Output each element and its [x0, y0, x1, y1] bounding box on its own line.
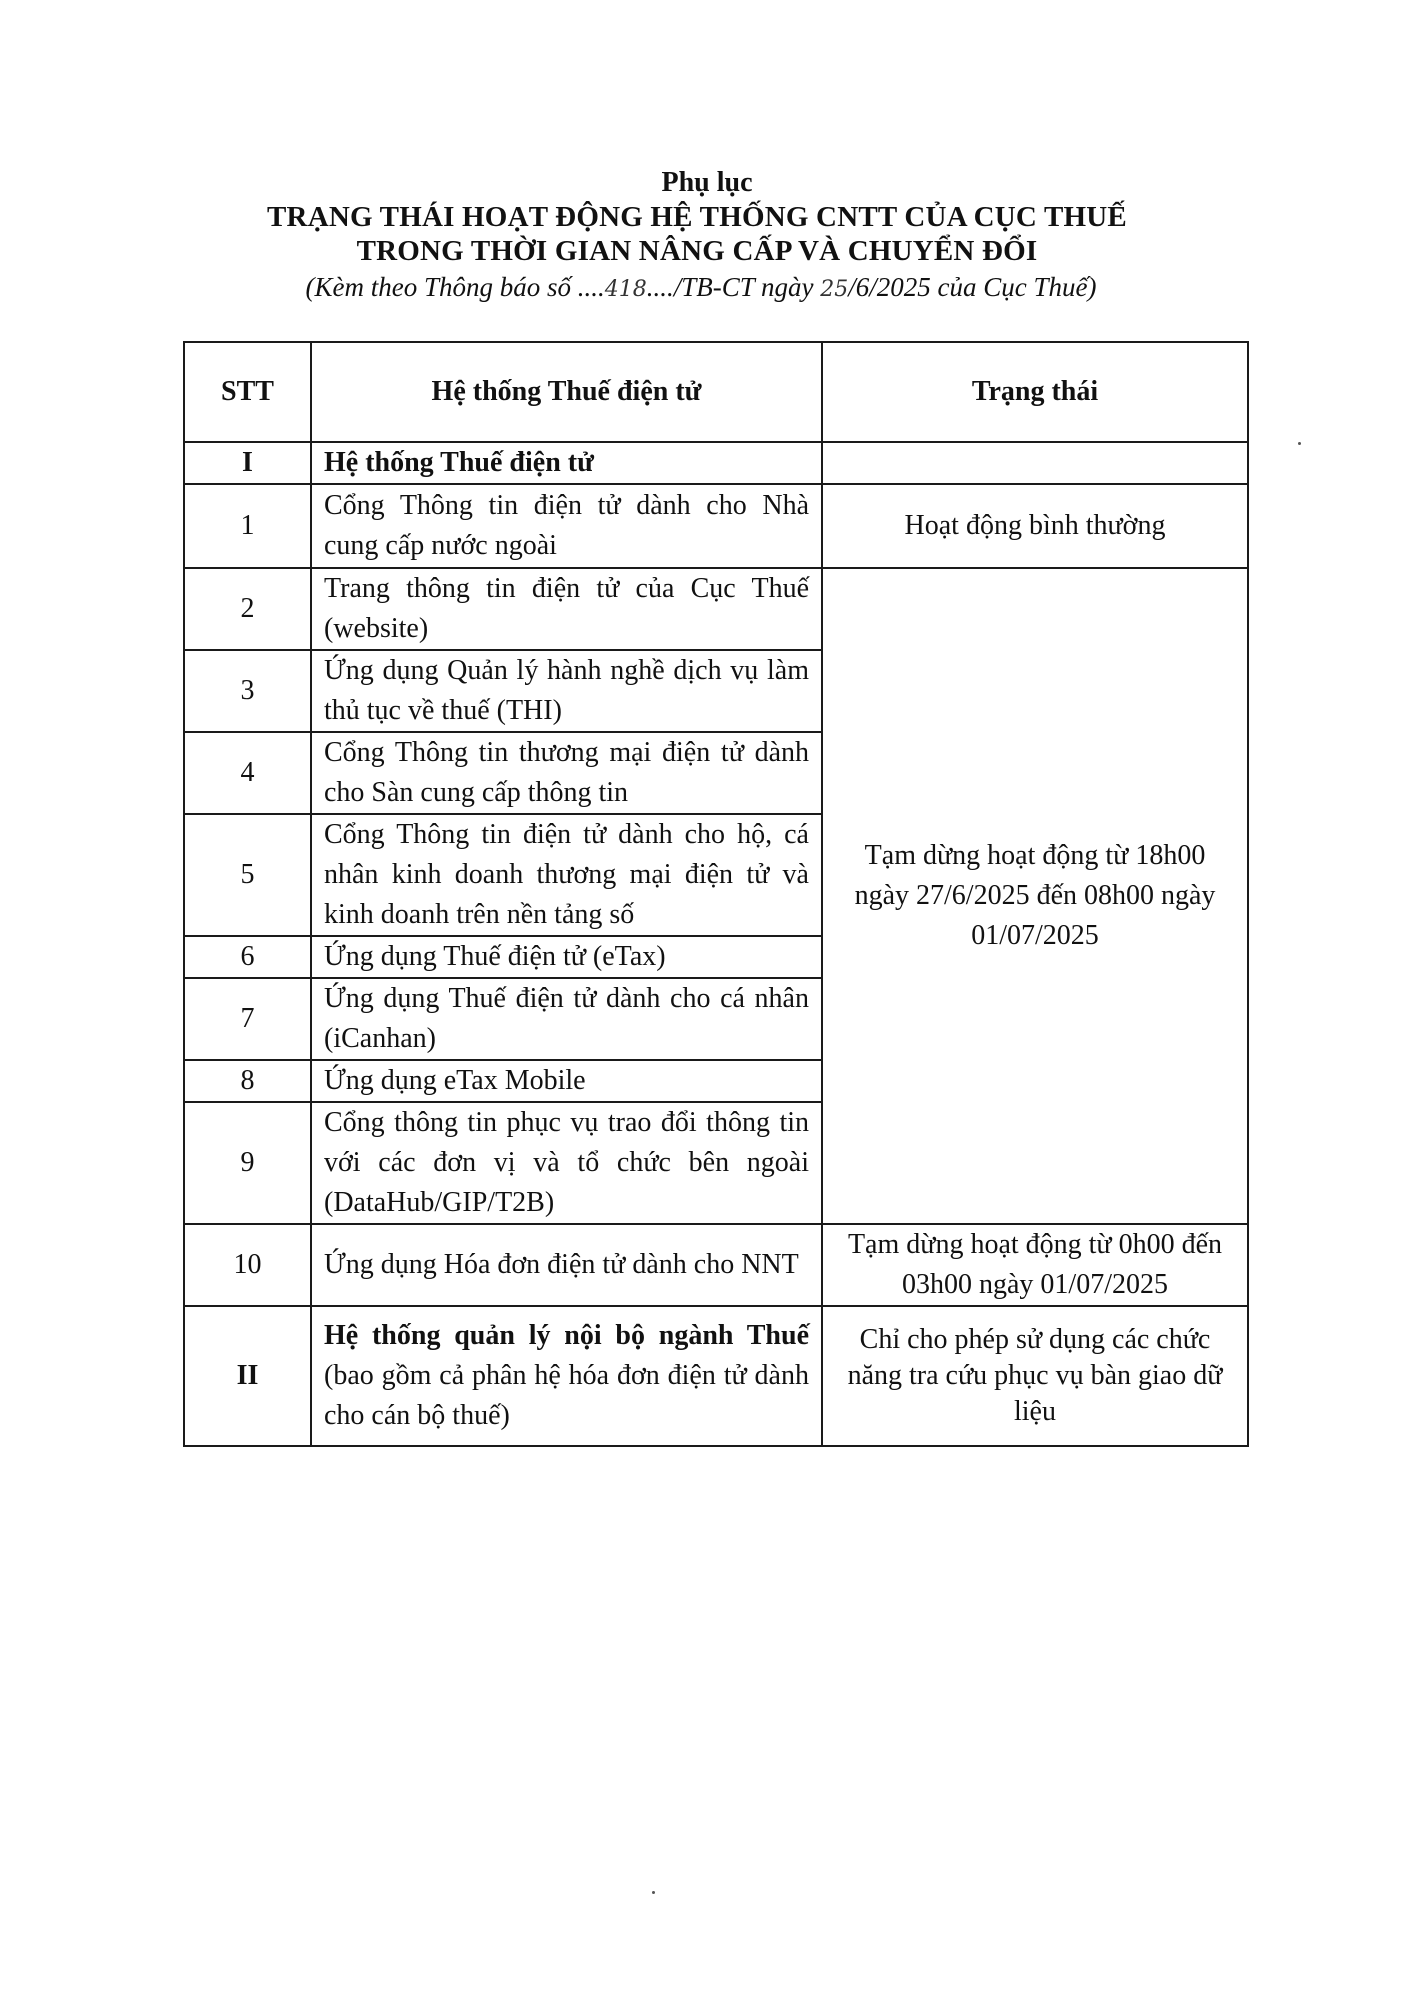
subtitle-suffix: /6/2025 của Cục Thuế) — [848, 272, 1097, 302]
row-system-name: Cổng Thông tin thương mại điện tử dành cho Sàn cung cấp thông tin — [311, 732, 822, 814]
handwritten-notice-day: 25 — [820, 277, 849, 302]
row-stt: 9 — [184, 1102, 311, 1224]
row-system-name: Ứng dụng Quản lý hành nghề dịch vụ làm thủ tục về thuế (THI) — [311, 650, 822, 732]
row-system-name: Cổng Thông tin điện tử dành cho hộ, cá nhân kinh doanh thương mại điện tử và kinh doanh trên nền tảng số — [311, 814, 822, 936]
table-row — [184, 1224, 1248, 1306]
section-2-label-rest: (bao gồm cả phân hệ hóa đơn điện tử dành cho cán bộ thuế) — [324, 1360, 809, 1431]
row-system-name: Ứng dụng Thuế điện tử (eTax) — [311, 936, 822, 978]
scan-speck — [652, 1891, 655, 1894]
table-row — [184, 568, 1248, 650]
row-stt: 2 — [184, 568, 311, 650]
header-system: Hệ thống Thuế điện tử — [311, 342, 822, 442]
row-stt: 4 — [184, 732, 311, 814]
scan-speck — [1298, 442, 1301, 445]
subtitle-prefix: (Kèm theo Thông báo số .... — [305, 272, 605, 302]
section-2-number: II — [184, 1306, 311, 1446]
header-stt: STT — [184, 342, 311, 442]
handwritten-notice-number: 418 — [604, 277, 647, 302]
row-stt: 10 — [184, 1224, 311, 1306]
subtitle-mid: ..../TB-CT ngày — [646, 272, 821, 302]
row-stt: 7 — [184, 978, 311, 1060]
row-stt: 3 — [184, 650, 311, 732]
appendix-label: Phụ lục — [661, 167, 753, 198]
section-2-status: Chỉ cho phép sử dụng các chức năng tra cứu phục vụ bàn giao dữ liệu — [822, 1306, 1248, 1446]
title-line-1: TRẠNG THÁI HOẠT ĐỘNG HỆ THỐNG CNTT CỦA CỤC THUẾ — [267, 201, 1127, 233]
row-status: Tạm dừng hoạt động từ 0h00 đến 03h00 ngày 01/07/2025 — [822, 1224, 1248, 1306]
row-system-name: Ứng dụng Hóa đơn điện tử dành cho NNT — [311, 1224, 822, 1306]
row-status: Hoạt động bình thường — [822, 484, 1248, 568]
subtitle — [0, 270, 1408, 307]
row-stt: 5 — [184, 814, 311, 936]
row-system-name: Trang thông tin điện tử của Cục Thuế (website) — [311, 568, 822, 650]
section-2-label — [311, 1306, 822, 1446]
row-stt: 1 — [184, 484, 311, 568]
section-2-label-bold: Hệ thống quản lý nội bộ ngành Thuế — [324, 1320, 809, 1351]
system-status-table — [183, 341, 1249, 1447]
section-1-status-empty — [822, 442, 1248, 484]
merged-status-rows-2-9: Tạm dừng hoạt động từ 18h00 ngày 27/6/2025 đến 08h00 ngày 01/07/2025 — [822, 568, 1248, 1224]
row-system-name: Cổng thông tin phục vụ trao đổi thông tin với các đơn vị và tổ chức bên ngoài (DataHub/GIP/T2B) — [311, 1102, 822, 1224]
row-system-name: Ứng dụng eTax Mobile — [311, 1060, 822, 1102]
section-1-number: I — [184, 442, 311, 484]
table-header-row — [184, 342, 1248, 442]
table-row — [184, 484, 1248, 568]
row-stt: 8 — [184, 1060, 311, 1102]
row-system-name: Ứng dụng Thuế điện tử dành cho cá nhân (iCanhan) — [311, 978, 822, 1060]
header-status: Trạng thái — [822, 342, 1248, 442]
title-line-2: TRONG THỜI GIAN NÂNG CẤP VÀ CHUYỂN ĐỔI — [356, 235, 1038, 267]
row-system-name: Cổng Thông tin điện tử dành cho Nhà cung cấp nước ngoài — [311, 484, 822, 568]
row-stt: 6 — [184, 936, 311, 978]
section-row-2 — [184, 1306, 1248, 1446]
section-1-label: Hệ thống Thuế điện tử — [311, 442, 822, 484]
section-row-1 — [184, 442, 1248, 484]
